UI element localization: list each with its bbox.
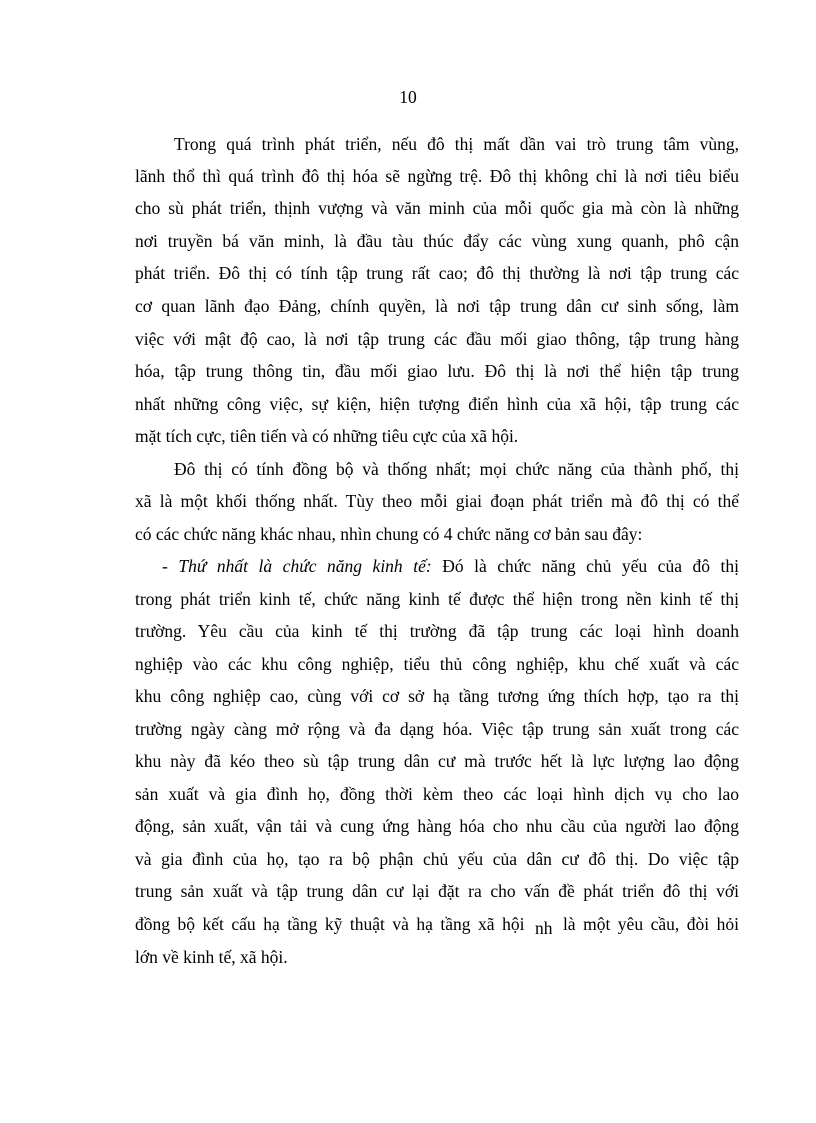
function-heading: - Thứ nhất là chức năng kinh tế: — [162, 556, 432, 576]
paragraph-3-line-2: trong phát triển kinh tế, chức năng kinh tế được thể hiện trong nền kinh tế thị — [135, 589, 739, 609]
paragraph-3-line-6: trường ngày càng mở rộng và đa dạng hóa. Việc tập trung sản xuất trong các — [135, 719, 739, 739]
paragraph-2-line-2: xã là một khối thống nhất. Tùy theo mỗi giai đoạn phát triển mà đô thị có thể — [135, 491, 739, 511]
paragraph-1-line-7: việc với mật độ cao, là nơi tập trung các đầu mối giao thông, tập trung hàng — [135, 329, 739, 349]
page-number: 10 — [399, 87, 417, 107]
paragraph-3-line-5: khu công nghiệp cao, cùng với cơ sở hạ tầng tương ứng thích hợp, tạo ra thị — [135, 686, 739, 706]
paragraph-3-line-7: khu này đã kéo theo sù tập trung dân cư mà trước hết là lực lượng lao động — [135, 751, 739, 771]
paragraph-1-line-6: cơ quan lãnh đạo Đảng, chính quyền, là nơi tập trung dân cư sinh sống, làm — [135, 296, 739, 316]
paragraph-3-line-3: trường. Yêu cầu của kinh tế thị trường đã tập trung các loại hình doanh — [135, 621, 739, 641]
paragraph-3-line-12-end: là một yêu cầu, đòi hỏi — [555, 914, 739, 934]
stray-nh-text: nh — [534, 918, 553, 938]
paragraph-3-line-8: sản xuất và gia đình họ, đồng thời kèm theo các loại hình dịch vụ cho lao — [135, 784, 739, 804]
paragraph-1-line-8: hóa, tập trung thông tin, đầu mối giao lưu. Đô thị là nơi thể hiện tập trung — [135, 361, 739, 381]
paragraph-3-line-10: và gia đình của họ, tạo ra bộ phận chủ yếu của dân cư đô thị. Do việc tập — [135, 849, 739, 869]
paragraph-3-line-12-start: đồng bộ kết cấu hạ tầng kỹ thuật và hạ tầng xã hội — [135, 914, 532, 934]
paragraph-1-line-1: Trong quá trình phát triển, nếu đô thị mất dần vai trò trung tâm vùng, — [174, 134, 739, 154]
paragraph-1-line-4: nơi truyền bá văn minh, là đầu tàu thúc đẩy các vùng xung quanh, phô cận — [135, 231, 739, 251]
paragraph-1-line-3: cho sù phát triển, thịnh vượng và văn minh của mỗi quốc gia mà còn là những — [135, 198, 739, 218]
paragraph-1-line-9: nhất những công việc, sự kiện, hiện tượng điển hình của xã hội, tập trung các — [135, 394, 739, 414]
paragraph-3-line-13: lớn về kinh tế, xã hội. — [135, 947, 288, 967]
paragraph-1-line-10: mặt tích cực, tiên tiến và có những tiêu cực của xã hội. — [135, 426, 519, 446]
paragraph-3-line-11: trung sản xuất và tập trung dân cư lại đặt ra cho vấn đề phát triển đô thị với — [135, 881, 739, 901]
paragraph-2-line-1: Đô thị có tính đồng bộ và thống nhất; mọi chức năng của thành phố, thị — [174, 459, 739, 479]
paragraph-2-line-3: có các chức năng khác nhau, nhìn chung có 4 chức năng cơ bản sau đây: — [135, 524, 643, 544]
paragraph-3-line-4: nghiệp vào các khu công nghiệp, tiểu thủ công nghiệp, khu chế xuất và các — [135, 654, 739, 674]
paragraph-3-line-1-text: Đó là chức năng chủ yếu của đô thị — [431, 556, 739, 576]
paragraph-1-line-5: phát triển. Đô thị có tính tập trung rất cao; đô thị thường là nơi tập trung các — [135, 263, 739, 283]
paragraph-1-line-2: lãnh thổ thì quá trình đô thị hóa sẽ ngừng trệ. Đô thị không chỉ là nơi tiêu biểu — [135, 166, 739, 186]
paragraph-3-line-9: động, sản xuất, vận tải và cung ứng hàng hóa cho nhu cầu của người lao động — [135, 816, 739, 836]
paragraph-3-line-12 — [135, 912, 739, 936]
paragraph-3-line-1 — [162, 554, 739, 578]
